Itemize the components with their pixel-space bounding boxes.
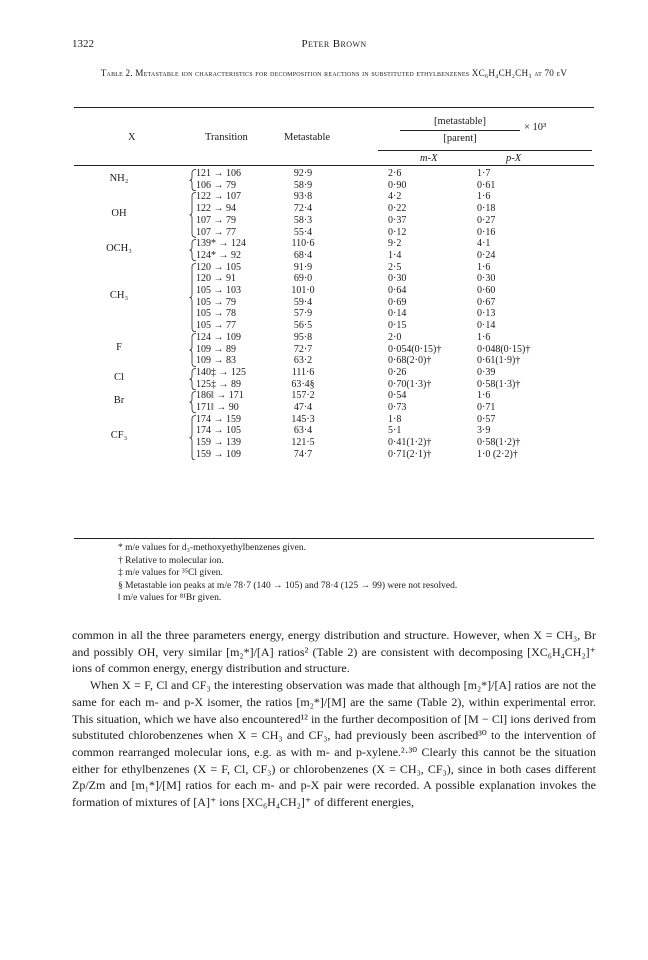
m-x-ratio-cell: 0·71(2·1)†: [388, 448, 432, 460]
metastable-cell: 93·8: [293, 191, 313, 203]
metastable-cell: 57·9: [293, 308, 313, 320]
metastable-cell: 101·0: [291, 285, 315, 296]
transition-cell: 122 → 107: [196, 191, 241, 203]
group-label: NH₂: [109, 172, 129, 184]
transition-cell: 159 → 109: [196, 448, 241, 460]
m-x-ratio-cell: 0·54: [388, 390, 407, 402]
m-x-ratio-cell: 0·054(0·15)†: [388, 343, 442, 355]
p-x-ratio-cell: 0·16: [477, 226, 496, 238]
transition-cell: 109 → 83: [196, 355, 236, 367]
group-label: Br: [113, 395, 125, 406]
metastable-cell: 74·7: [293, 448, 313, 460]
transition-cell: 122 → 94: [196, 203, 236, 215]
footnote: * m/e values for d₃-methoxyethylbenzenes given.: [118, 543, 306, 553]
transition-cell: 174 → 159: [196, 413, 241, 425]
footnote: † Relative to molecular ion.: [118, 555, 224, 566]
footnote: ‖ m/e values for ⁸¹Br given.: [118, 593, 222, 604]
m-x-ratio-cell: 0·68(2·0)†: [388, 355, 432, 367]
metastable-cell: 121·5: [291, 437, 315, 449]
transition-cell: 186‖ → 171: [196, 390, 244, 402]
col-header-transition: Transition: [205, 132, 248, 143]
p-x-ratio-cell: 0·24: [477, 249, 496, 261]
m-x-ratio-cell: 0·41(1·2)†: [388, 437, 432, 449]
p-x-ratio-cell: 0·30: [477, 273, 496, 285]
metastable-cell: 68·4: [293, 249, 313, 261]
col-header-x: X: [128, 132, 136, 143]
transition-cell: 140‡ → 125: [196, 366, 246, 378]
table-bottom-rule: [74, 538, 594, 539]
metastable-cell: 58·3: [293, 214, 313, 226]
paragraph: common in all the three parameters energy, energy distribution and structure. However, when X = CH₃, Br and possibly OH, very similar [m₂*]/[A] ratios² (Table 2) are consistent with decomposing [XC₆H₄CH₂]⁺ ions of common energy, energy distribution and structure.: [72, 628, 596, 676]
metastable-cell: 92·9: [293, 168, 313, 179]
metastable-cell: 59·4: [293, 296, 313, 308]
caption-suffix: at 70 eV: [534, 68, 568, 78]
group-label: Cl: [114, 371, 124, 383]
m-x-ratio-cell: 2·5: [388, 261, 402, 273]
transition-cell: 174 → 105: [196, 425, 241, 437]
m-x-ratio-cell: 0·12: [388, 226, 407, 238]
ratio-factor: × 10³: [524, 122, 547, 133]
transition-cell: 107 → 77: [196, 226, 236, 238]
transition-cell: 105 → 103: [196, 285, 241, 296]
m-x-ratio-cell: 0·90: [388, 179, 407, 191]
transition-cell: 121 → 106: [196, 168, 241, 179]
p-x-ratio-cell: 0·61: [477, 179, 496, 191]
m-x-ratio-cell: 0·37: [388, 214, 407, 226]
page-header: [72, 38, 596, 52]
group-label: OH: [111, 207, 127, 219]
col-header-metastable: Metastable: [284, 132, 331, 143]
metastable-cell: 145·3: [291, 413, 315, 425]
p-x-ratio-cell: 0·71: [477, 402, 496, 413]
metastable-cell: 63·4§: [291, 378, 315, 390]
metastable-cell: 63·4: [293, 425, 313, 437]
metastable-cell: 95·8: [293, 331, 313, 343]
footnote: § Metastable ion peaks at m/e 78·7 (140 → 105) and 78·4 (125 → 99) were not resolved.: [118, 580, 458, 591]
m-x-ratio-cell: 0·22: [388, 203, 407, 215]
m-x-ratio-cell: 1·4: [388, 249, 402, 261]
metastable-cell: 72·7: [293, 343, 313, 355]
p-x-ratio-cell: 1·6: [477, 331, 491, 343]
col-header-m-x: m-X: [420, 153, 438, 164]
p-x-ratio-cell: 0·27: [477, 214, 496, 226]
transition-cell: 124* → 92: [196, 249, 241, 261]
metastable-cell: 72·4: [293, 203, 313, 215]
transition-cell: 106 → 79: [196, 179, 236, 191]
metastable-cell: 56·5: [293, 320, 313, 332]
ratio-numerator: [metastable]: [400, 115, 520, 131]
m-x-ratio-cell: 0·26: [388, 366, 407, 378]
ratio-denominator: [parent]: [443, 133, 477, 144]
p-x-ratio-cell: 1·7: [477, 168, 491, 179]
ratio-subheader-rule: [378, 150, 592, 151]
m-x-ratio-cell: 9·2: [388, 238, 402, 250]
m-x-ratio-cell: 0·14: [388, 308, 407, 320]
page-number: 1322: [72, 38, 94, 50]
m-x-ratio-cell: 0·15: [388, 320, 407, 332]
running-head: Peter Brown: [301, 38, 367, 50]
table-footnotes: [118, 542, 457, 605]
col-header-ratio: [400, 115, 520, 146]
metastable-cell: 47·4: [293, 402, 313, 413]
col-header-p-x: p-X: [506, 153, 522, 164]
caption-formula: XC₆H₄CH₂CH₃: [471, 68, 532, 78]
m-x-ratio-cell: 2·0: [388, 331, 402, 343]
table-header-rule: [74, 165, 594, 166]
transition-cell: 124 → 109: [196, 331, 241, 343]
metastable-cell: 157·2: [291, 390, 315, 402]
m-x-ratio-cell: 0·69: [388, 296, 407, 308]
body-text: [72, 627, 596, 811]
m-x-ratio-cell: 2·6: [388, 168, 402, 179]
p-x-ratio-cell: 0·58(1·2)†: [477, 437, 521, 449]
p-x-ratio-cell: 4·1: [477, 238, 491, 250]
transition-cell: 105 → 79: [196, 296, 236, 308]
p-x-ratio-cell: 0·57: [477, 413, 496, 425]
p-x-ratio-cell: 0·67: [477, 296, 496, 308]
group-label: CH₃: [109, 289, 129, 301]
m-x-ratio-cell: 0·70(1·3)†: [388, 378, 432, 390]
p-x-ratio-cell: 0·13: [477, 308, 496, 320]
metastable-cell: 111·6: [291, 366, 315, 378]
p-x-ratio-cell: 3·9: [477, 425, 491, 437]
m-x-ratio-cell: 0·30: [388, 273, 407, 285]
p-x-ratio-cell: 0·58(1·3)†: [477, 378, 521, 390]
m-x-ratio-cell: 1·8: [388, 413, 402, 425]
p-x-ratio-cell: 0·39: [477, 366, 496, 378]
p-x-ratio-cell: 0·14: [477, 320, 496, 332]
transition-cell: 109 → 89: [196, 343, 236, 355]
p-x-ratio-cell: 0·61(1·9)†: [477, 355, 521, 367]
p-x-ratio-cell: 0·60: [477, 285, 496, 296]
p-x-ratio-cell: 0·048(0·15)†: [477, 343, 531, 355]
metastable-cell: 58·9: [293, 179, 313, 191]
metastable-cell: 69·0: [293, 273, 313, 285]
transition-cell: 171‖ → 90: [196, 402, 239, 413]
table-caption: [72, 67, 596, 80]
footnote: ‡ m/e values for ³⁵Cl given.: [118, 568, 223, 579]
p-x-ratio-cell: 1·6: [477, 261, 491, 273]
group-label: CF₃: [110, 430, 128, 442]
transition-cell: 139* → 124: [196, 238, 246, 250]
p-x-ratio-cell: 1·6: [477, 390, 491, 402]
transition-cell: 105 → 78: [196, 308, 236, 320]
table-top-rule: [74, 107, 594, 108]
m-x-ratio-cell: 0·73: [388, 402, 407, 413]
m-x-ratio-cell: 4·2: [388, 191, 402, 203]
paragraph: When X = F, Cl and CF₃ the interesting observation was made that although [m₂*]/[A] ratios are not the same for each m- and p-X isomer, the ratios [m₂*]/[M] are the same (Table 2), within experimental error. This situation, which we have also encountered¹² in the further decomposition of [M − Cl] ions derived from substituted chlorobenzenes when X = CH₃ and CF₃, had previously been ascribed³⁰ to the intervention of common rearranged molecular ions, e.g. as with m- and p-xylene.²·³⁰ Clearly this cannot be the situation either for ethylbenzenes (X = F, Cl, CF₃) or chlorobenzenes (X = CH₃, CF₃), since in both cases different Zp/Zm and [m₁*]/[M] ratios for each m- and p-X pair were recorded. A possible explanation invokes the formation of mixtures of [A]⁺ ions [XC₆H₄CH₂]⁺ of different energies,: [72, 678, 596, 810]
p-x-ratio-cell: 1·0 (2·2)†: [477, 448, 518, 460]
m-x-ratio-cell: 0·64: [388, 285, 407, 296]
transition-cell: 120 → 91: [196, 273, 236, 285]
metastable-cell: 91·9: [293, 261, 313, 273]
transition-cell: 159 → 139: [196, 437, 241, 449]
transition-cell: 125‡ → 89: [196, 378, 241, 390]
metastable-cell: 63·2: [293, 355, 313, 367]
metastable-cell: 55·4: [293, 226, 313, 238]
group-label: OCH₃: [106, 242, 132, 254]
caption-prefix: Table 2. Metastable ion characteristics for decomposition reactions in substituted ethylbenzenes: [100, 68, 470, 78]
p-x-ratio-cell: 1·6: [477, 191, 491, 203]
m-x-ratio-cell: 5·1: [388, 425, 402, 437]
p-x-ratio-cell: 0·18: [477, 203, 496, 215]
transition-cell: 107 → 79: [196, 214, 236, 226]
transition-cell: 120 → 105: [196, 261, 241, 273]
transition-cell: 105 → 77: [196, 320, 236, 332]
group-label: F: [116, 342, 122, 354]
metastable-cell: 110·6: [291, 238, 315, 250]
